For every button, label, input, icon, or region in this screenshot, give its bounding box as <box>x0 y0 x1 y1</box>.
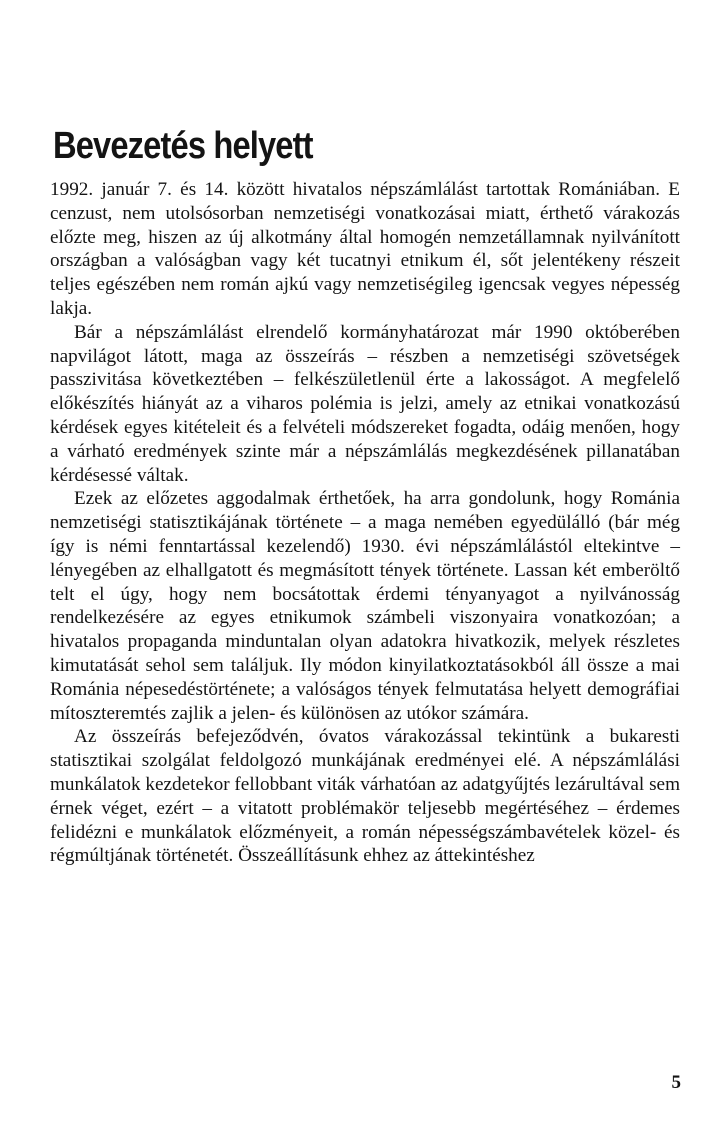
book-page <box>47 0 683 1130</box>
paragraph: 1992. január 7. és 14. között hivatalos népszámlálást tartottak Romániában. E cenzust, nem utolsósorban nemzetiségi vonatkozásai miatt, érthető várakozás előzte meg, hiszen az új alkotmány által homogén nemzetállamnak nyilvánított országban a valóságban vagy két tucatnyi etnikum él, sőt jelentékeny részeit teljes egészében nem román ajkú vagy nemzetiségileg igencsak vegyes népesség lakja. <box>50 179 680 319</box>
page-number: 5 <box>671 1072 681 1093</box>
paragraph: Az összeírás befejeződvén, óvatos várakozással tekintünk a bukaresti statisztikai szolgálat feldolgozó munkájának eredményei elé. A népszámlálási munkálatok kezdetekor fellobbant viták várhatóan az adatgyűjtés lezárultával sem érnek véget, ezért – a vitatott problémakör teljesebb megértéséhez – érdemes felidézni e munkálatok előzményeit, a román népességszámbavételek közel- és régmúltjának történetét. Összeállításunk ehhez az áttekintéshez <box>50 726 680 867</box>
paragraph: Bár a népszámlálást elrendelő kormányhatározat már 1990 októberében napvilágot látott, maga az összeírás – részben a nemzetiségi szövetségek passzivitása következtében – felkészületlenül érte a lakosságot. A megfelelő előkészítés hiányát az a viharos polémia is jelzi, amely az etnikai vonatkozású kérdések egyes kitételeit és a felvételi módszereket fogadta, odáig menően, hogy a várható eredmények szinte már a népszámlálás megkezdésének pillanatában kérdésessé váltak. <box>50 321 680 486</box>
chapter-title: Bevezetés helyett <box>53 125 313 167</box>
paragraph: Ezek az előzetes aggodalmak érthetőek, ha arra gondolunk, hogy Románia nemzetiségi statisztikájának története – a maga nemében egyedülálló (bár még így is némi fenntartással kezelendő) 1930. évi népszámlálástól eltekintve – lényegében az elhallgatott és megmásított tények története. Lassan két emberöltő telt el úgy, hogy nem bocsátottak érdemi tényanyagot a nyilvánosság rendelkezésére az egyes etnikumok számbeli viszonyaira vonatkozóan; a hivatalos propaganda minduntalan olyan adatokra hivatkozik, melyek részletes kimutatását sehol sem találjuk. Ily módon kinyilatkoztatásokból áll össze a mai Románia népesedéstörténete; a valóságos tények felmutatása helyett demográfiai mítoszteremtés zajlik a jelen- és különösen az utókor számára. <box>50 488 680 724</box>
body-text <box>50 178 680 868</box>
